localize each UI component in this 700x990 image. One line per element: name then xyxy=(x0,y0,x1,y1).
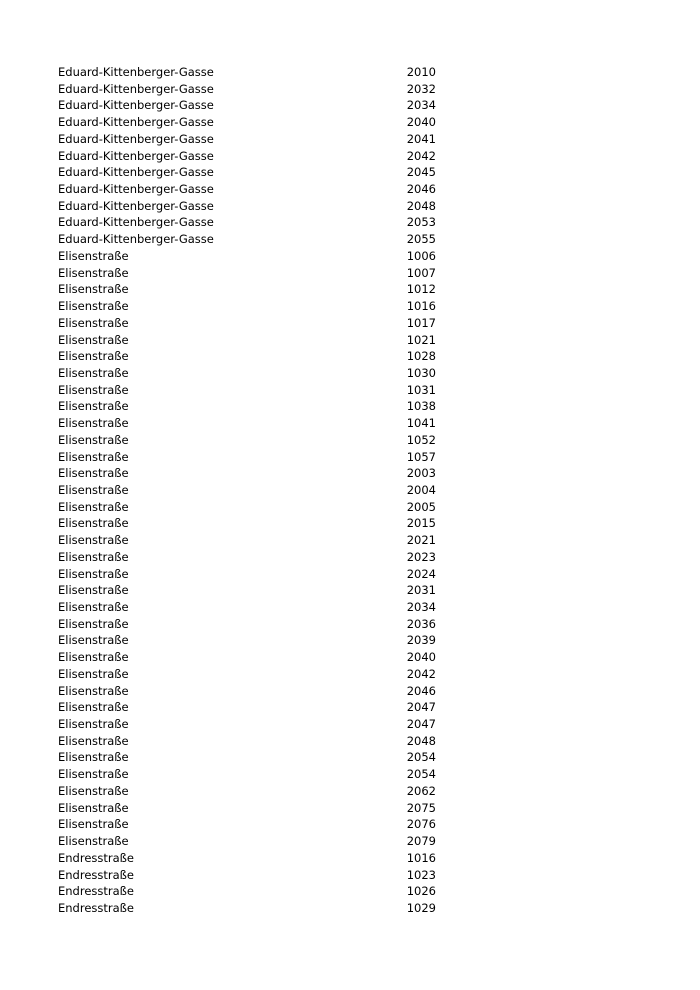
street-name: Elisenstraße xyxy=(58,733,129,748)
street-name: Elisenstraße xyxy=(58,549,129,564)
street-number: 1057 xyxy=(406,449,436,464)
street-number: 1028 xyxy=(406,349,436,364)
street-number: 2075 xyxy=(406,800,436,815)
street-number: 2023 xyxy=(406,549,436,564)
street-name: Elisenstraße xyxy=(58,315,129,330)
address-row xyxy=(58,783,458,800)
street-name: Elisenstraße xyxy=(58,700,129,715)
address-row xyxy=(58,850,458,867)
street-number: 1038 xyxy=(406,399,436,414)
street-name: Elisenstraße xyxy=(58,633,129,648)
address-row xyxy=(58,415,458,432)
street-name: Elisenstraße xyxy=(58,349,129,364)
street-name: Eduard-Kittenberger-Gasse xyxy=(58,165,214,180)
street-name: Endresstraße xyxy=(58,900,134,915)
street-number: 2046 xyxy=(406,683,436,698)
address-row xyxy=(58,499,458,516)
street-name: Eduard-Kittenberger-Gasse xyxy=(58,65,214,79)
address-row xyxy=(58,749,458,766)
street-name: Elisenstraße xyxy=(58,432,129,447)
address-row xyxy=(58,348,458,365)
street-number: 2048 xyxy=(406,198,436,213)
street-name: Elisenstraße xyxy=(58,332,129,347)
address-row xyxy=(58,532,458,549)
street-number: 2031 xyxy=(406,583,436,598)
street-number: 2040 xyxy=(406,115,436,130)
address-row xyxy=(58,699,458,716)
street-number: 2041 xyxy=(406,131,436,146)
address-row xyxy=(58,515,458,532)
street-number: 2021 xyxy=(406,533,436,548)
street-number: 2004 xyxy=(406,482,436,497)
address-row xyxy=(58,833,458,850)
street-number: 2032 xyxy=(406,81,436,96)
street-name: Eduard-Kittenberger-Gasse xyxy=(58,115,214,130)
address-row xyxy=(58,432,458,449)
address-row xyxy=(58,365,458,382)
address-row xyxy=(58,265,458,282)
address-row xyxy=(58,114,458,131)
address-row xyxy=(58,599,458,616)
street-number: 2055 xyxy=(406,232,436,247)
address-row xyxy=(58,816,458,833)
address-row xyxy=(58,398,458,415)
street-name: Eduard-Kittenberger-Gasse xyxy=(58,232,214,247)
street-name: Elisenstraße xyxy=(58,449,129,464)
address-row xyxy=(58,148,458,165)
street-number: 2010 xyxy=(406,65,436,79)
street-number: 2047 xyxy=(406,717,436,732)
street-name: Eduard-Kittenberger-Gasse xyxy=(58,148,214,163)
street-number: 1016 xyxy=(406,299,436,314)
street-name: Elisenstraße xyxy=(58,482,129,497)
street-number: 2047 xyxy=(406,700,436,715)
street-name: Elisenstraße xyxy=(58,750,129,765)
street-name: Elisenstraße xyxy=(58,717,129,732)
street-name: Elisenstraße xyxy=(58,265,129,280)
address-row xyxy=(58,449,458,466)
street-number: 1017 xyxy=(406,315,436,330)
street-name: Endresstraße xyxy=(58,867,134,882)
street-name: Elisenstraße xyxy=(58,466,129,481)
street-name: Eduard-Kittenberger-Gasse xyxy=(58,131,214,146)
street-name: Elisenstraße xyxy=(58,600,129,614)
street-name: Elisenstraße xyxy=(58,533,129,548)
street-name: Elisenstraße xyxy=(58,683,129,698)
street-number: 2053 xyxy=(406,215,436,230)
address-row xyxy=(58,482,458,499)
street-number: 2046 xyxy=(406,182,436,197)
address-row xyxy=(58,883,458,900)
address-row xyxy=(58,231,458,248)
street-number: 2076 xyxy=(406,817,436,832)
address-row xyxy=(58,733,458,750)
street-number: 1023 xyxy=(406,867,436,882)
street-name: Eduard-Kittenberger-Gasse xyxy=(58,215,214,230)
address-row xyxy=(58,131,458,148)
street-name: Elisenstraße xyxy=(58,399,129,414)
street-number: 2042 xyxy=(406,148,436,163)
street-number: 2015 xyxy=(406,516,436,531)
street-number: 2036 xyxy=(406,616,436,631)
street-name: Elisenstraße xyxy=(58,834,129,849)
street-name: Elisenstraße xyxy=(58,566,129,581)
address-list xyxy=(58,64,458,917)
street-name: Elisenstraße xyxy=(58,800,129,815)
street-number: 1052 xyxy=(406,432,436,447)
address-row xyxy=(58,632,458,649)
street-number: 2005 xyxy=(406,499,436,514)
street-number: 2024 xyxy=(406,566,436,581)
street-name: Elisenstraße xyxy=(58,382,129,397)
address-row xyxy=(58,248,458,265)
street-name: Elisenstraße xyxy=(58,516,129,531)
address-row xyxy=(58,766,458,783)
street-name: Eduard-Kittenberger-Gasse xyxy=(58,182,214,197)
street-name: Endresstraße xyxy=(58,884,134,899)
street-number: 2003 xyxy=(406,466,436,481)
street-number: 2045 xyxy=(406,165,436,180)
street-name: Elisenstraße xyxy=(58,783,129,798)
street-name: Elisenstraße xyxy=(58,817,129,832)
address-row xyxy=(58,716,458,733)
street-name: Elisenstraße xyxy=(58,416,129,431)
street-number: 2048 xyxy=(406,733,436,748)
street-name: Elisenstraße xyxy=(58,666,129,681)
address-row xyxy=(58,164,458,181)
street-name: Elisenstraße xyxy=(58,650,129,665)
street-number: 1026 xyxy=(406,884,436,899)
address-row xyxy=(58,97,458,114)
street-number: 2039 xyxy=(406,633,436,648)
street-number: 2054 xyxy=(406,767,436,782)
street-number: 1041 xyxy=(406,416,436,431)
street-number: 2054 xyxy=(406,750,436,765)
street-number: 1006 xyxy=(406,248,436,263)
address-row xyxy=(58,382,458,399)
address-row xyxy=(58,616,458,633)
address-row xyxy=(58,900,458,917)
street-name: Eduard-Kittenberger-Gasse xyxy=(58,98,214,113)
street-number: 2034 xyxy=(406,600,436,614)
street-name: Elisenstraße xyxy=(58,299,129,314)
address-row xyxy=(58,64,458,81)
address-row xyxy=(58,198,458,215)
address-row xyxy=(58,800,458,817)
street-number: 2034 xyxy=(406,98,436,113)
street-name: Elisenstraße xyxy=(58,499,129,514)
address-row xyxy=(58,867,458,884)
address-row xyxy=(58,281,458,298)
street-name: Elisenstraße xyxy=(58,282,129,297)
address-row xyxy=(58,181,458,198)
street-name: Endresstraße xyxy=(58,850,134,865)
street-number: 1029 xyxy=(406,900,436,915)
street-number: 1030 xyxy=(406,365,436,380)
address-row xyxy=(58,298,458,315)
street-number: 1021 xyxy=(406,332,436,347)
address-row xyxy=(58,649,458,666)
address-row xyxy=(58,582,458,599)
address-row xyxy=(58,549,458,566)
address-row xyxy=(58,315,458,332)
street-number: 1016 xyxy=(406,850,436,865)
street-number: 2042 xyxy=(406,666,436,681)
street-name: Elisenstraße xyxy=(58,365,129,380)
address-row xyxy=(58,214,458,231)
street-number: 1012 xyxy=(406,282,436,297)
address-row xyxy=(58,666,458,683)
address-row xyxy=(58,566,458,583)
street-number: 1007 xyxy=(406,265,436,280)
address-row xyxy=(58,465,458,482)
street-number: 2040 xyxy=(406,650,436,665)
address-row xyxy=(58,332,458,349)
street-name: Eduard-Kittenberger-Gasse xyxy=(58,198,214,213)
street-name: Eduard-Kittenberger-Gasse xyxy=(58,81,214,96)
street-number: 2079 xyxy=(406,834,436,849)
street-name: Elisenstraße xyxy=(58,248,129,263)
street-name: Elisenstraße xyxy=(58,616,129,631)
street-name: Elisenstraße xyxy=(58,583,129,598)
address-row xyxy=(58,81,458,98)
address-row xyxy=(58,683,458,700)
street-number: 1031 xyxy=(406,382,436,397)
street-name: Elisenstraße xyxy=(58,767,129,782)
street-number: 2062 xyxy=(406,783,436,798)
